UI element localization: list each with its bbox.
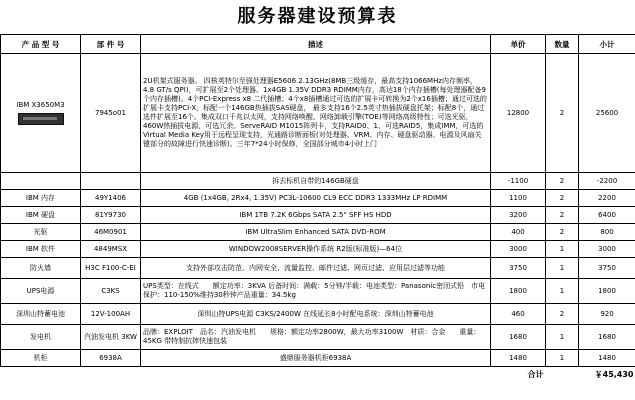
price-cell: 400 [491, 224, 546, 241]
desc-cell: WINDOW2008SERVER操作系统 R2版(标准版)—64位 [141, 241, 491, 258]
header-row [1, 35, 635, 54]
part-cell [81, 173, 141, 190]
price-cell: 12800 [491, 54, 546, 173]
subtotal-cell: 1680 [579, 325, 635, 350]
part-cell: H3C F100-C-EI [81, 258, 141, 279]
model-cell: 发电机 [1, 325, 81, 350]
desc-cell: IBM UltraSlim Enhanced SATA DVD-ROM [141, 224, 491, 241]
page-title: 服务器建设预算表 [237, 6, 398, 27]
qty-cell: 2 [546, 190, 579, 207]
table-row [1, 173, 635, 190]
desc-cell: 4GB (1x4GB, 2Rx4, 1.35V) PC3L-10600 CL9 ECC DDR3 1333MHz LP RDIMM [141, 190, 491, 207]
header-price: 单价 [491, 35, 546, 54]
subtotal-cell: 920 [579, 304, 635, 325]
model-cell [1, 173, 81, 190]
part-cell: 7945o01 [81, 54, 141, 173]
desc-cell: 支持外部攻击防范、内网安全、流量监控、邮件过滤、网页过滤、应用层过滤等功能 [141, 258, 491, 279]
subtotal-cell: 3000 [579, 241, 635, 258]
server-model: IBM X3650M3 [16, 101, 65, 109]
price-cell: 1800 [491, 279, 546, 304]
qty-cell: 2 [546, 54, 579, 173]
model-cell: IBM 软件 [1, 241, 81, 258]
price-cell: 460 [491, 304, 546, 325]
header-desc: 描述 [141, 35, 491, 54]
table-row [1, 350, 635, 367]
table-row [1, 207, 635, 224]
model-cell: IBM 内存 [1, 190, 81, 207]
subtotal-cell: 1800 [579, 279, 635, 304]
table-row [1, 325, 635, 350]
qty-cell: 1 [546, 241, 579, 258]
qty-cell: 2 [546, 304, 579, 325]
total-value: ￥45,430 [594, 369, 634, 379]
desc-cell: 拆去标机自带的146GB硬盘 [141, 173, 491, 190]
price-cell: -1100 [491, 173, 546, 190]
model-cell: 防火墙 [1, 258, 81, 279]
part-cell: 汽油发电机 3KW [81, 325, 141, 350]
subtotal-cell: 25600 [579, 54, 635, 173]
model-cell: IBM 硬盘 [1, 207, 81, 224]
subtotal-cell: 3750 [579, 258, 635, 279]
subtotal-cell: 6400 [579, 207, 635, 224]
qty-cell: 1 [546, 325, 579, 350]
desc-cell: IBM 1TB 7.2K 6Gbps SATA 2.5" SFF HS HDD [141, 207, 491, 224]
part-cell: 46M0901 [81, 224, 141, 241]
model-cell: 光驱 [1, 224, 81, 241]
part-cell: 49Y1406 [81, 190, 141, 207]
budget-table [0, 34, 635, 381]
qty-cell: 2 [546, 173, 579, 190]
price-cell: 1480 [491, 350, 546, 367]
part-cell: 4849MSX [81, 241, 141, 258]
table-row [1, 258, 635, 279]
header-model: 产 品 型 号 [1, 35, 81, 54]
header-part: 部 件 号 [81, 35, 141, 54]
part-cell: 81Y9730 [81, 207, 141, 224]
desc-cell: 深圳山特UPS电源 C3KS/2400W 在线延长8小时配电系统：深圳山特蓄电池 [141, 304, 491, 325]
qty-cell: 1 [546, 279, 579, 304]
header-qty: 数量 [546, 35, 579, 54]
subtotal-cell: 1480 [579, 350, 635, 367]
model-cell: UPS电源 [1, 279, 81, 304]
subtotal-cell: 800 [579, 224, 635, 241]
qty-cell: 1 [546, 350, 579, 367]
desc-cell: 品牌：EXPLOIT 品名：汽油发电机 规格：额定功率2800W，最大功率3100W 材质：合金 重量：45KG 带特制抗摔快速包装 [141, 325, 491, 350]
table-row [1, 54, 635, 173]
table-row [1, 304, 635, 325]
model-cell: 机柜 [1, 350, 81, 367]
subtotal-cell: 2200 [579, 190, 635, 207]
table-row [1, 190, 635, 207]
qty-cell: 2 [546, 224, 579, 241]
desc-cell: 盛鼎服务器机柜6938A [141, 350, 491, 367]
part-cell: 12V-100AH [81, 304, 141, 325]
model-cell: 深圳山特蓄电池 [1, 304, 81, 325]
table-row [1, 241, 635, 258]
total-row [1, 367, 635, 382]
qty-cell: 1 [546, 258, 579, 279]
price-cell: 3000 [491, 241, 546, 258]
part-cell: 6938A [81, 350, 141, 367]
price-cell: 1100 [491, 190, 546, 207]
part-cell: C3KS [81, 279, 141, 304]
price-cell: 3200 [491, 207, 546, 224]
model-cell [1, 54, 81, 173]
table-row [1, 279, 635, 304]
subtotal-cell: -2200 [579, 173, 635, 190]
desc-cell: UPS类型：在线式 额定功率：3KVA 后备时间：满载：5分钟/半载：电池类型：Panasonic密闭式铅 市电保护：110-150%维持30秒钟产品重量：34.5kg [141, 279, 491, 304]
header-subtotal: 小计 [579, 35, 635, 54]
server-image [18, 113, 64, 125]
price-cell: 1680 [491, 325, 546, 350]
table-row [1, 224, 635, 241]
qty-cell: 2 [546, 207, 579, 224]
desc-cell: 2U机架式服务器。 四核英特尔至强处理器E5606 2.13GHz(8MB三级缓存，最高支持1066MHz内存频率，4.8 GT/s QPI)，可扩展至2个处理器。1x4GB 1.35V DDR3 RDIMM内存，高达18个内存插槽(每处理器配备9个内存插槽)。4个PCI-Express x8 二代插槽；4个x8插槽通过可选的扩展卡可转换为2个x16插槽；通过可选的扩展卡支持PCI-X，标配一个146GB热插拔SAS硬盘， 最多支持16个2.5英寸热插拔硬盘托架；标配8个，通过选件扩展至16个。集成双口千兆以太网，支持网络唤醒、网络卸载引擎(TOE)等网络高级特性；可选光驱，460W热插拔电源，可选冗余。ServeRAID M1015阵列卡，支持RAID0、1、可选RAID5，集成IMM，可选的Virtual Media Key用于远程呈现支持，光通路诊断面板(对处理器、VRM、内存、硬盘驱动器、电源及风扇关键部分的故障进行快速诊断)。三年7*24小时保修，全国部分城市4小时上门 [141, 54, 491, 173]
total-label: 合计 [527, 369, 544, 379]
price-cell: 3750 [491, 258, 546, 279]
